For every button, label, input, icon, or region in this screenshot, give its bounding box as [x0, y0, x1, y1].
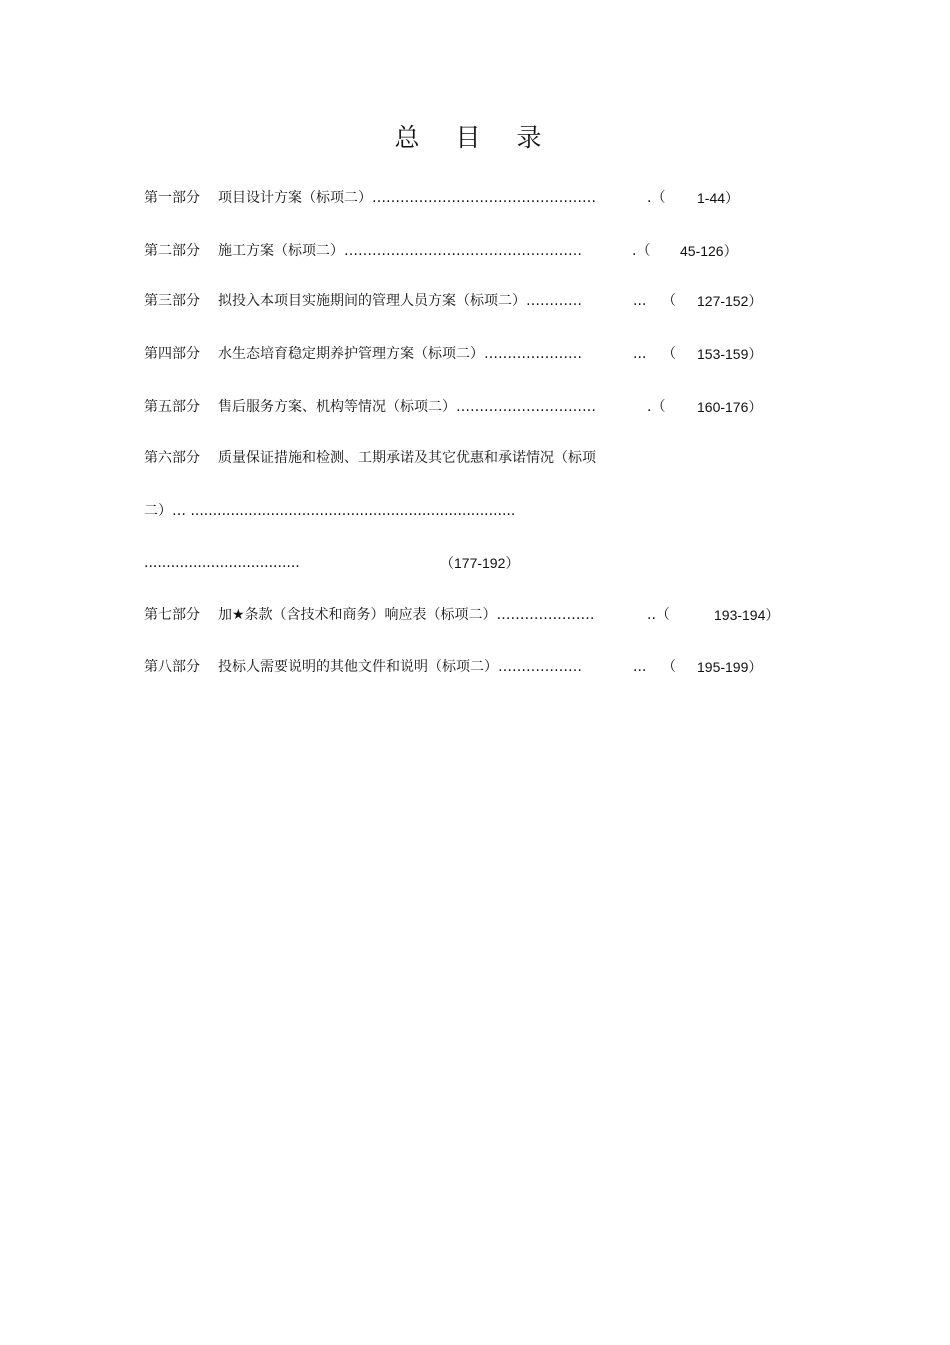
- toc-pages: 195-199）: [697, 659, 763, 675]
- toc-entry: [144, 289, 784, 313]
- toc-title: 施工方案（标项二）……………………………………………: [218, 243, 582, 259]
- toc-leader: .（: [647, 399, 666, 415]
- toc-part: 第二部分: [144, 243, 200, 259]
- toc-paren: （: [662, 659, 676, 675]
- toc-part: 第七部分: [144, 607, 200, 623]
- toc-pages: 153-159）: [697, 346, 763, 362]
- toc-pages: （177-192）: [440, 555, 520, 571]
- page-title: 总 目 录: [394, 123, 556, 152]
- toc-title: 质量保证措施和检测、工期承诺及其它优惠和承诺情况（标项: [218, 450, 596, 466]
- toc-leader: .（: [632, 243, 651, 259]
- toc-pages: 1-44）: [697, 190, 740, 206]
- toc-part: 第四部分: [144, 346, 200, 362]
- toc-part: 第一部分: [144, 190, 200, 206]
- toc-entry: [144, 395, 784, 419]
- toc-part: 第三部分: [144, 293, 200, 309]
- toc-part: 第六部分: [144, 450, 200, 466]
- toc-paren: （: [662, 293, 676, 309]
- toc-title: 项目设计方案（标项二）…………………………………………: [218, 190, 596, 206]
- toc-title: 拟投入本项目实施期间的管理人员方案（标项二）…………: [218, 293, 582, 309]
- toc-leader: ...: [633, 659, 647, 675]
- toc-title: 售后服务方案、机构等情况（标项二）…………………………: [218, 399, 596, 415]
- toc-pages: 193-194）: [714, 607, 780, 623]
- toc-entry: [144, 186, 764, 210]
- toc-title: 水生态培育稳定期养护管理方案（标项二）…………………: [218, 346, 582, 362]
- toc-entry: [144, 655, 784, 679]
- toc-part: 第五部分: [144, 399, 200, 415]
- toc-leader: ...: [633, 346, 647, 362]
- toc-entry: [144, 446, 784, 470]
- toc-leader: ..（: [647, 607, 670, 623]
- toc-entry: [144, 239, 764, 263]
- toc-pages: 45-126）: [680, 243, 738, 259]
- toc-title: 加★条款（含技术和商务）响应表（标项二）…………………: [218, 607, 595, 623]
- toc-entry: [144, 342, 784, 366]
- toc-leader: .（: [647, 190, 666, 206]
- toc-leader: ...................................: [144, 555, 300, 571]
- toc-paren: （: [662, 346, 676, 362]
- toc-leader: ...: [633, 293, 647, 309]
- toc-entry-continuation: [144, 551, 784, 575]
- toc-pages: 127-152）: [697, 293, 763, 309]
- toc-continuation-line: 二）… .........................................................................: [144, 503, 516, 519]
- toc-part: 第八部分: [144, 659, 200, 675]
- toc-entry-continuation: [144, 499, 784, 523]
- toc-entry: [144, 603, 804, 627]
- toc-title: 投标人需要说明的其他文件和说明（标项二）………………: [218, 659, 582, 675]
- toc-pages: 160-176）: [697, 399, 763, 415]
